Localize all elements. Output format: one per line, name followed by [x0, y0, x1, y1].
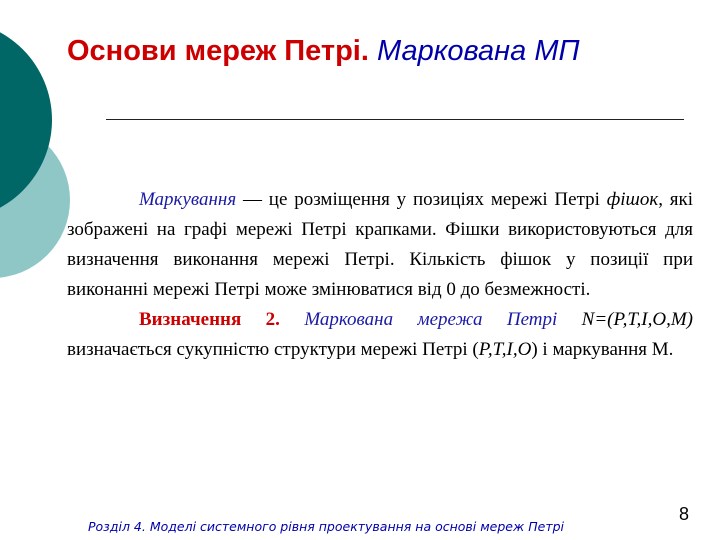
- term-tokens: фішок: [606, 189, 659, 210]
- definition-term: Маркована мережа Петрі: [304, 309, 558, 330]
- formula-net: N=(P,T,I,O,M): [581, 309, 693, 330]
- footer: [88, 519, 564, 534]
- marking-text-1: — це розміщення у позиціях мережі Петрі: [236, 189, 607, 210]
- term-marking: Маркування: [139, 189, 237, 210]
- main-content: [67, 185, 693, 365]
- footer-section: Розділ 4.: [88, 519, 146, 534]
- title-main: Основи мереж Петрі.: [67, 35, 369, 67]
- marking-paragraph: [67, 185, 693, 305]
- page-title: [67, 32, 580, 70]
- footer-text: Моделі системного рівня проектування на основі мереж Петрі: [149, 519, 565, 534]
- marking-text-2: , які зображені на графі мережі Петрі крапками. Фішки використовуються для визначення виконання мережі Петрі. Кількість фішок у позиції при виконанні мережі Петрі може змінюватися від 0 до безмежності.: [67, 189, 694, 300]
- page-number: 8: [678, 504, 689, 524]
- definition-text-2: ) і маркування М.: [531, 339, 674, 360]
- formula-structure: P,T,I,O: [478, 339, 532, 360]
- title-subtitle: Маркована МП: [376, 35, 580, 67]
- definition-paragraph: [67, 305, 693, 365]
- definition-label: Визначення 2.: [139, 309, 280, 330]
- title-divider: [106, 119, 684, 120]
- definition-text-1: визначається сукупністю структури мережі Петрі (: [67, 339, 479, 360]
